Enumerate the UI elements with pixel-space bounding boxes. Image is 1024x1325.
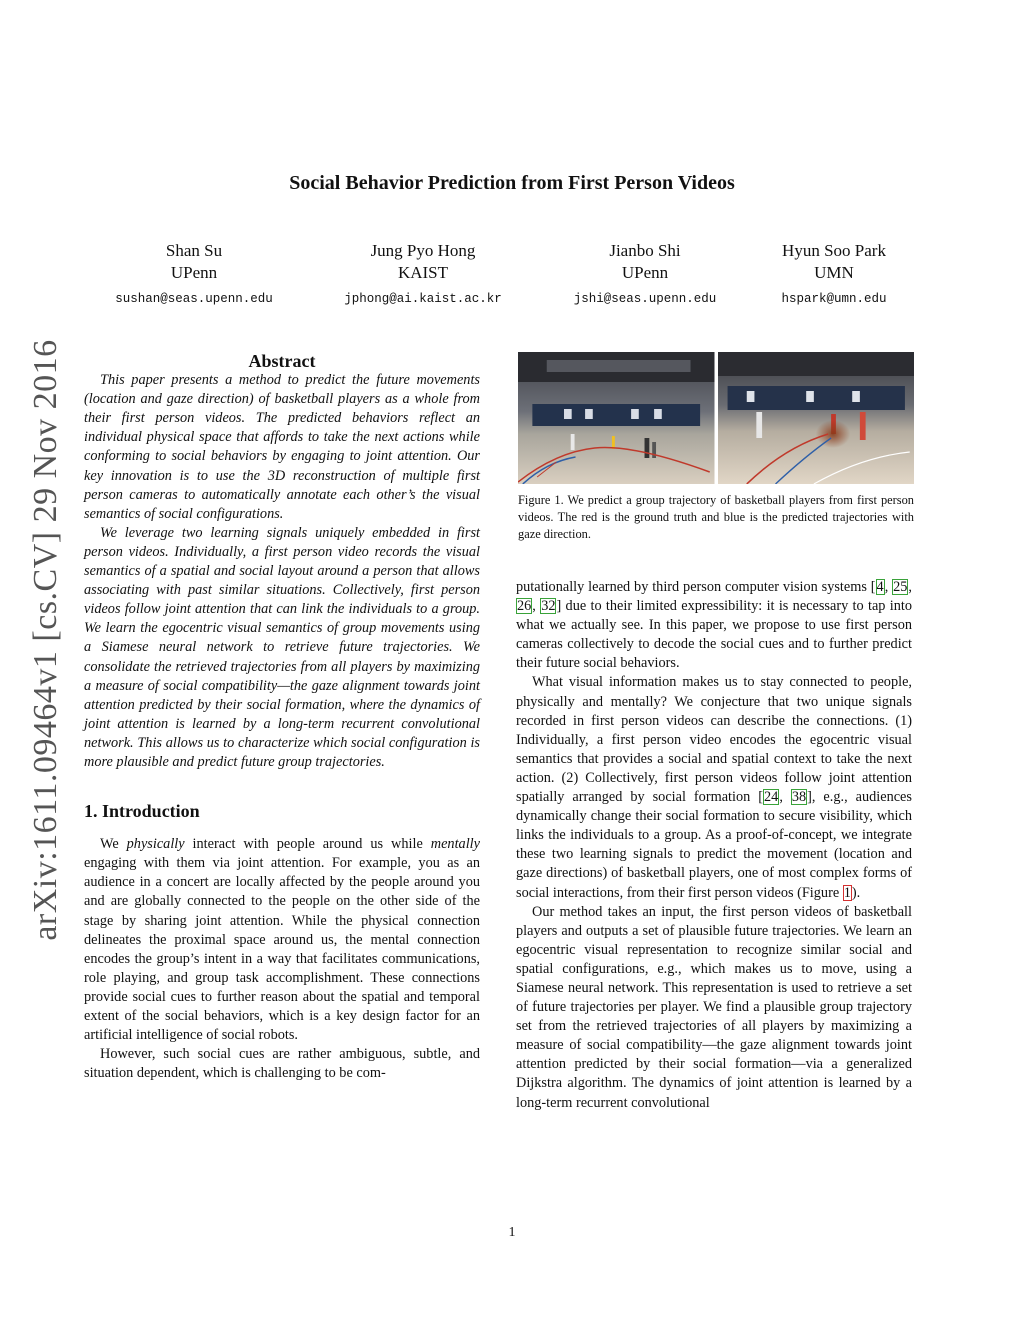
- author-affiliation: UMN: [814, 263, 854, 282]
- author-name: Jung Pyo Hong: [370, 241, 476, 260]
- author-block: [535, 240, 755, 310]
- figure-caption: Figure 1. We predict a group trajectory of basketball players from first person videos. The red is the ground truth and blue is the predicted trajectories with gaze direction.: [518, 493, 914, 541]
- author-block: [724, 240, 944, 310]
- author-affiliation: UPenn: [170, 263, 218, 282]
- body-paragraph: We physically interact with people around us while mentally engaging with them via joint attention. For example, you as an audience in a concert are locally affected by the people around you and are globally connected to the people on the other side of the stage by sharing joint attention. While the physical connection delineates the proximal space around us, the mental connection encodes the group’s intent in a way that facilitates communications, role playing, and group task accomplishment. These connections provide social cues to further reason about the spatial and temporal extent of the social behaviors, which is a key design factor for an artificial intelligence of social robots.: [84, 836, 480, 1044]
- body-paragraph: However, such social cues are rather ambiguous, subtle, and situation dependent, which is challenging to be com-: [84, 1046, 480, 1082]
- figure-reference-link[interactable]: 1: [843, 884, 851, 901]
- abstract-paragraph: This paper presents a method to predict the future movements (location and gaze direction) of basketball players as a whole from their first person videos. The predicted behaviors reflect an individual physical space that affords to take the next actions while conforming to social behaviors by engaging to joint attention. Our key innovation is to use the 3D reconstruction of multiple first person cameras to automatically annotate each other’s the visual semantics of social configurations.: [84, 372, 480, 522]
- abstract-section: [84, 352, 480, 772]
- right-column: [516, 578, 912, 1113]
- author-block: [84, 240, 304, 310]
- citation-link[interactable]: 26: [517, 598, 532, 615]
- author-block: [313, 240, 533, 310]
- citation-link[interactable]: 38: [791, 789, 807, 806]
- basketball-first-person-image-left: [518, 352, 715, 484]
- abstract-paragraph: We leverage two learning signals uniquely embedded in first person videos. Individually, a first person video records the visual semantics of a spatial and social layout around a person that allows associating with past similar situations. Collectively, first person videos follow joint attention that can link the individuals to a group. We learn the egocentric visual semantics of group movements using a Siamese neural network to retrieve future trajectories. We consolidate the retrieved trajectories from all players by maximizing a measure of social compatibility—the gaze alignment towards joint attention predicted by their social formation, where the dynamics of joint attention is learned by a long-term recurrent convolutional network. This allows us to characterize which social configuration is more plausible and predict future group trajectories.: [84, 524, 480, 770]
- citation-link[interactable]: 24: [764, 789, 779, 806]
- arxiv-identifier: arXiv:1611.09464v1 [cs.CV] 29 Nov 2016: [27, 339, 64, 941]
- author-email: jshi@seas.upenn.edu: [573, 292, 717, 306]
- section-heading: 1. Introduction: [84, 801, 200, 822]
- author-affiliation: UPenn: [621, 263, 669, 282]
- author-name: Hyun Soo Park: [782, 241, 886, 260]
- basketball-first-person-image-right: [718, 352, 915, 484]
- body-paragraph: putationally learned by third person computer vision systems [4, 25, 26, 32] due to their limited expressibility: it is necessary to tap into what we actually see. In this paper, we propose to use first person cameras collectively to decode the social cues and to further predict their future social behaviors.: [516, 579, 912, 672]
- citation-link[interactable]: 25: [893, 579, 908, 595]
- body-paragraph: What visual information makes us to stay connected to people, physically and mentally? We conjecture that two unique signals recorded in first person videos can describe the connections. (1) Individually, a first person video encodes the egocentric visual semantics that provides a social and spatial context to take the next action. (2) Collectively, first person videos follow joint attention spatially arranged by social formation [24, 38], e.g., audiences dynamically change their social formation to secure visibility, which links the individuals to a group. As a proof-of-concept, we integrate these two learning signals to predict the movement (location and gaze directions) of basketball players, one of most complex forms of social interactions, from their first person videos (Figure 1).: [516, 674, 912, 901]
- body-paragraph: Our method takes an input, the first person videos of basketball players and outputs a set of plausible future trajectories. We learn an egocentric visual representation to recognize similar social and spatial configurations, e.g., which makes us to move, using a Siamese neural network. This representation is used to retrieve a set of future trajectories per player. We find a plausible group trajectory set from the retrieved trajectories of all players by maximizing a measure of social compatibility—the gaze alignment towards joint attention predicted by their social formation—via a generalized Dijkstra algorithm. The dynamics of joint attention is learned by a long-term recurrent convolutional: [516, 903, 912, 1111]
- page-number: 1: [508, 1225, 516, 1240]
- paper-title: Social Behavior Prediction from First Person Videos: [289, 172, 735, 194]
- figure-1: [518, 352, 914, 543]
- author-name: Jianbo Shi: [609, 241, 681, 260]
- author-affiliation: KAIST: [397, 263, 449, 282]
- author-email: hspark@umn.edu: [781, 292, 887, 306]
- abstract-heading: Abstract: [248, 351, 316, 371]
- citation-link[interactable]: 32: [541, 598, 556, 615]
- author-email: sushan@seas.upenn.edu: [115, 292, 273, 306]
- citation-link[interactable]: 4: [876, 579, 884, 595]
- author-name: Shan Su: [165, 241, 223, 260]
- left-column: [84, 352, 480, 1083]
- author-email: jphong@ai.kaist.ac.kr: [344, 292, 502, 306]
